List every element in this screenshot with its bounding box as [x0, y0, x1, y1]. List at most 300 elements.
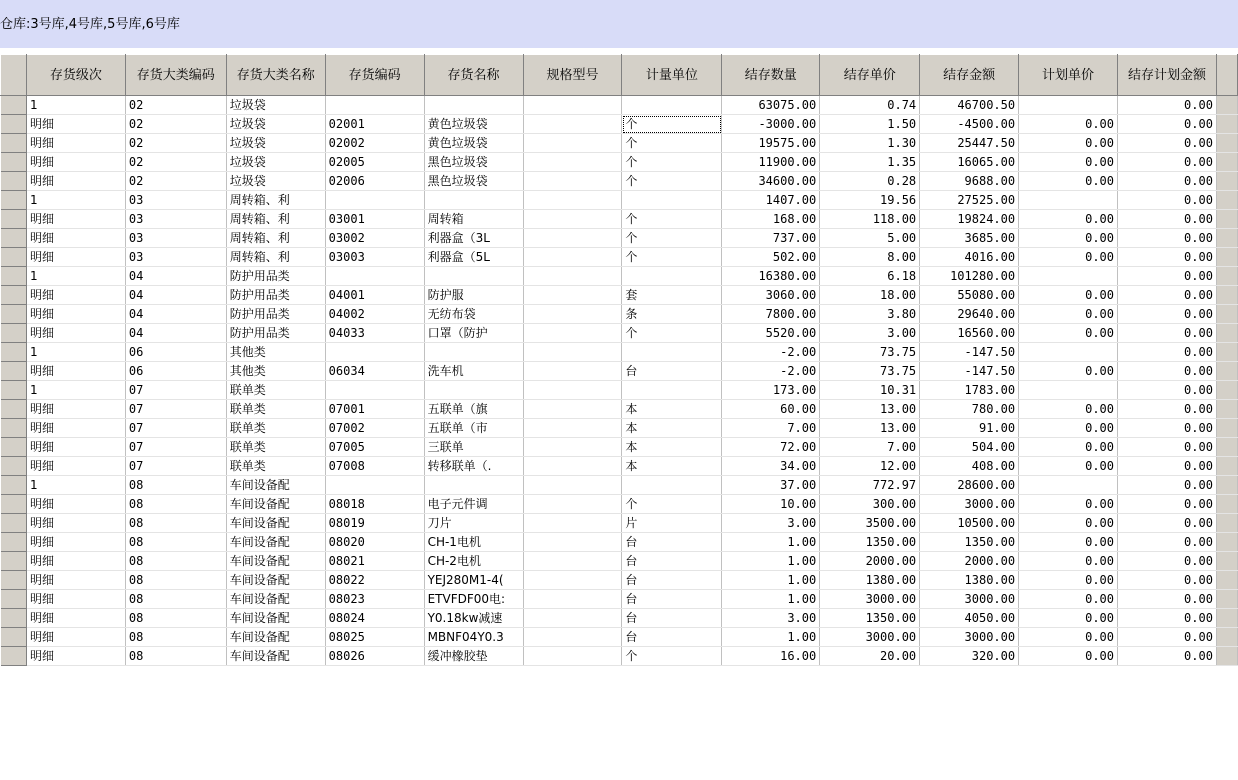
- row-selector[interactable]: [1, 153, 27, 172]
- row-selector[interactable]: [1, 172, 27, 191]
- cell-plan-amount[interactable]: 0.00: [1118, 191, 1217, 210]
- cell-plan-price[interactable]: 0.00: [1019, 609, 1118, 628]
- cell-qty[interactable]: 10.00: [722, 495, 820, 514]
- cell-level[interactable]: 1: [26, 191, 125, 210]
- cell-amount[interactable]: 3000.00: [920, 495, 1019, 514]
- row-selector[interactable]: [1, 191, 27, 210]
- cell-category-name[interactable]: 车间设备配: [226, 647, 325, 666]
- cell-category-code[interactable]: 02: [125, 96, 226, 115]
- cell-item-code[interactable]: 08024: [325, 609, 424, 628]
- cell-category-code[interactable]: 08: [125, 552, 226, 571]
- cell-plan-price[interactable]: 0.00: [1019, 647, 1118, 666]
- cell-unit[interactable]: [622, 381, 722, 400]
- cell-category-name[interactable]: 周转箱、利: [226, 248, 325, 267]
- cell-plan-price[interactable]: [1019, 96, 1118, 115]
- cell-qty[interactable]: 16380.00: [722, 267, 820, 286]
- cell-item-name[interactable]: 五联单（市: [424, 419, 523, 438]
- cell-amount[interactable]: 320.00: [920, 647, 1019, 666]
- column-header-item-code[interactable]: 存货编码: [325, 55, 424, 96]
- cell-spec[interactable]: [523, 514, 622, 533]
- cell-unit-price[interactable]: 13.00: [820, 400, 920, 419]
- cell-item-name[interactable]: [424, 96, 523, 115]
- column-header-unit-price[interactable]: 结存单价: [820, 55, 920, 96]
- cell-unit[interactable]: 台: [622, 571, 722, 590]
- cell-unit-price[interactable]: 12.00: [820, 457, 920, 476]
- table-row[interactable]: [1, 609, 1238, 628]
- cell-unit[interactable]: 台: [622, 533, 722, 552]
- cell-plan-price[interactable]: 0.00: [1019, 438, 1118, 457]
- cell-plan-amount[interactable]: 0.00: [1118, 381, 1217, 400]
- cell-unit-price[interactable]: 3000.00: [820, 590, 920, 609]
- table-row[interactable]: [1, 229, 1238, 248]
- row-selector[interactable]: [1, 381, 27, 400]
- column-header-spec[interactable]: 规格型号: [523, 55, 622, 96]
- cell-unit[interactable]: [622, 267, 722, 286]
- cell-category-code[interactable]: 08: [125, 533, 226, 552]
- cell-qty[interactable]: 72.00: [722, 438, 820, 457]
- cell-category-name[interactable]: 车间设备配: [226, 514, 325, 533]
- table-row[interactable]: [1, 286, 1238, 305]
- cell-category-name[interactable]: 周转箱、利: [226, 229, 325, 248]
- cell-item-name[interactable]: 黄色垃圾袋: [424, 134, 523, 153]
- cell-spec[interactable]: [523, 286, 622, 305]
- cell-category-code[interactable]: 03: [125, 210, 226, 229]
- cell-spec[interactable]: [523, 457, 622, 476]
- cell-level[interactable]: 明细: [26, 172, 125, 191]
- cell-category-code[interactable]: 06: [125, 343, 226, 362]
- cell-item-code[interactable]: 08020: [325, 533, 424, 552]
- cell-amount[interactable]: 16560.00: [920, 324, 1019, 343]
- cell-spec[interactable]: [523, 571, 622, 590]
- row-selector[interactable]: [1, 134, 27, 153]
- cell-item-code[interactable]: [325, 343, 424, 362]
- cell-plan-amount[interactable]: 0.00: [1118, 590, 1217, 609]
- cell-level[interactable]: 明细: [26, 400, 125, 419]
- cell-plan-price[interactable]: 0.00: [1019, 362, 1118, 381]
- cell-plan-price[interactable]: 0.00: [1019, 552, 1118, 571]
- cell-plan-price[interactable]: [1019, 381, 1118, 400]
- column-header-unit[interactable]: 计量单位: [622, 55, 722, 96]
- cell-amount[interactable]: -4500.00: [920, 115, 1019, 134]
- cell-unit-price[interactable]: 3.00: [820, 324, 920, 343]
- cell-plan-amount[interactable]: 0.00: [1118, 419, 1217, 438]
- cell-category-name[interactable]: 周转箱、利: [226, 191, 325, 210]
- cell-amount[interactable]: 19824.00: [920, 210, 1019, 229]
- cell-unit[interactable]: 个: [622, 210, 722, 229]
- cell-unit[interactable]: 本: [622, 419, 722, 438]
- cell-unit-price[interactable]: 73.75: [820, 343, 920, 362]
- cell-category-code[interactable]: 02: [125, 134, 226, 153]
- cell-category-code[interactable]: 04: [125, 324, 226, 343]
- cell-amount[interactable]: 3000.00: [920, 590, 1019, 609]
- cell-qty[interactable]: 63075.00: [722, 96, 820, 115]
- table-row[interactable]: [1, 533, 1238, 552]
- cell-plan-amount[interactable]: 0.00: [1118, 457, 1217, 476]
- cell-item-code[interactable]: 07001: [325, 400, 424, 419]
- cell-item-code[interactable]: 02005: [325, 153, 424, 172]
- cell-amount[interactable]: 10500.00: [920, 514, 1019, 533]
- cell-category-code[interactable]: 07: [125, 400, 226, 419]
- cell-qty[interactable]: 1.00: [722, 590, 820, 609]
- cell-category-name[interactable]: 其他类: [226, 343, 325, 362]
- cell-unit-price[interactable]: 772.97: [820, 476, 920, 495]
- cell-plan-amount[interactable]: 0.00: [1118, 267, 1217, 286]
- cell-spec[interactable]: [523, 134, 622, 153]
- cell-item-name[interactable]: [424, 267, 523, 286]
- cell-category-name[interactable]: 车间设备配: [226, 571, 325, 590]
- cell-spec[interactable]: [523, 172, 622, 191]
- cell-item-code[interactable]: 08023: [325, 590, 424, 609]
- cell-level[interactable]: 1: [26, 267, 125, 286]
- cell-category-code[interactable]: 03: [125, 248, 226, 267]
- cell-unit[interactable]: 个: [622, 229, 722, 248]
- cell-category-code[interactable]: 03: [125, 229, 226, 248]
- cell-category-code[interactable]: 07: [125, 419, 226, 438]
- cell-plan-price[interactable]: 0.00: [1019, 134, 1118, 153]
- cell-level[interactable]: 明细: [26, 229, 125, 248]
- table-row[interactable]: [1, 248, 1238, 267]
- cell-amount[interactable]: 16065.00: [920, 153, 1019, 172]
- cell-plan-amount[interactable]: 0.00: [1118, 628, 1217, 647]
- cell-unit-price[interactable]: 10.31: [820, 381, 920, 400]
- cell-category-name[interactable]: 车间设备配: [226, 590, 325, 609]
- column-header-item-name[interactable]: 存货名称: [424, 55, 523, 96]
- table-row[interactable]: [1, 476, 1238, 495]
- cell-item-name[interactable]: 周转箱: [424, 210, 523, 229]
- cell-plan-price[interactable]: 0.00: [1019, 115, 1118, 134]
- cell-plan-amount[interactable]: 0.00: [1118, 609, 1217, 628]
- table-row[interactable]: [1, 324, 1238, 343]
- row-selector[interactable]: [1, 609, 27, 628]
- cell-amount[interactable]: 46700.50: [920, 96, 1019, 115]
- cell-item-code[interactable]: 07005: [325, 438, 424, 457]
- cell-unit[interactable]: 个: [622, 248, 722, 267]
- table-row[interactable]: [1, 362, 1238, 381]
- cell-category-code[interactable]: 07: [125, 381, 226, 400]
- row-selector[interactable]: [1, 362, 27, 381]
- table-row[interactable]: [1, 134, 1238, 153]
- cell-item-name[interactable]: 洗车机: [424, 362, 523, 381]
- cell-category-name[interactable]: 其他类: [226, 362, 325, 381]
- cell-level[interactable]: 明细: [26, 533, 125, 552]
- cell-unit-price[interactable]: 0.28: [820, 172, 920, 191]
- cell-unit-price[interactable]: 1350.00: [820, 609, 920, 628]
- cell-plan-price[interactable]: [1019, 267, 1118, 286]
- row-selector[interactable]: [1, 590, 27, 609]
- column-header-plan-amount[interactable]: 结存计划金额: [1118, 55, 1217, 96]
- cell-qty[interactable]: 7800.00: [722, 305, 820, 324]
- cell-category-code[interactable]: 07: [125, 438, 226, 457]
- cell-unit-price[interactable]: 18.00: [820, 286, 920, 305]
- cell-category-code[interactable]: 08: [125, 628, 226, 647]
- cell-qty[interactable]: 16.00: [722, 647, 820, 666]
- cell-level[interactable]: 1: [26, 381, 125, 400]
- cell-level[interactable]: 明细: [26, 590, 125, 609]
- cell-unit-price[interactable]: 1.50: [820, 115, 920, 134]
- cell-category-code[interactable]: 02: [125, 172, 226, 191]
- cell-item-name[interactable]: [424, 343, 523, 362]
- cell-level[interactable]: 明细: [26, 495, 125, 514]
- cell-qty[interactable]: 173.00: [722, 381, 820, 400]
- cell-category-name[interactable]: 防护用品类: [226, 286, 325, 305]
- cell-item-name[interactable]: 缓冲橡胶垫: [424, 647, 523, 666]
- cell-plan-amount[interactable]: 0.00: [1118, 533, 1217, 552]
- cell-plan-price[interactable]: [1019, 476, 1118, 495]
- cell-plan-amount[interactable]: 0.00: [1118, 514, 1217, 533]
- cell-category-name[interactable]: 垃圾袋: [226, 153, 325, 172]
- cell-level[interactable]: 明细: [26, 248, 125, 267]
- cell-unit[interactable]: 个: [622, 324, 722, 343]
- cell-category-code[interactable]: 03: [125, 191, 226, 210]
- cell-unit[interactable]: 台: [622, 552, 722, 571]
- cell-spec[interactable]: [523, 419, 622, 438]
- cell-unit-price[interactable]: 3500.00: [820, 514, 920, 533]
- row-selector[interactable]: [1, 419, 27, 438]
- cell-item-name[interactable]: 刀片: [424, 514, 523, 533]
- cell-plan-price[interactable]: 0.00: [1019, 590, 1118, 609]
- cell-plan-amount[interactable]: 0.00: [1118, 153, 1217, 172]
- cell-category-name[interactable]: 联单类: [226, 381, 325, 400]
- cell-category-name[interactable]: 车间设备配: [226, 628, 325, 647]
- cell-qty[interactable]: 1407.00: [722, 191, 820, 210]
- cell-category-name[interactable]: 防护用品类: [226, 324, 325, 343]
- cell-unit[interactable]: 个: [622, 153, 722, 172]
- cell-amount[interactable]: 504.00: [920, 438, 1019, 457]
- cell-item-code[interactable]: 02006: [325, 172, 424, 191]
- cell-unit[interactable]: 片: [622, 514, 722, 533]
- table-row[interactable]: [1, 438, 1238, 457]
- cell-unit[interactable]: [622, 476, 722, 495]
- cell-item-code[interactable]: [325, 381, 424, 400]
- cell-unit[interactable]: 台: [622, 362, 722, 381]
- cell-unit[interactable]: 个: [622, 134, 722, 153]
- cell-plan-price[interactable]: 0.00: [1019, 571, 1118, 590]
- cell-plan-price[interactable]: 0.00: [1019, 400, 1118, 419]
- cell-unit[interactable]: [622, 96, 722, 115]
- row-selector[interactable]: [1, 495, 27, 514]
- cell-unit-price[interactable]: 3000.00: [820, 628, 920, 647]
- cell-unit-price[interactable]: 1.35: [820, 153, 920, 172]
- cell-category-name[interactable]: 垃圾袋: [226, 96, 325, 115]
- cell-item-name[interactable]: [424, 476, 523, 495]
- cell-item-name[interactable]: 黄色垃圾袋: [424, 115, 523, 134]
- cell-qty[interactable]: 3.00: [722, 609, 820, 628]
- cell-amount[interactable]: 3000.00: [920, 628, 1019, 647]
- cell-level[interactable]: 明细: [26, 609, 125, 628]
- cell-level[interactable]: 明细: [26, 647, 125, 666]
- cell-spec[interactable]: [523, 438, 622, 457]
- cell-spec[interactable]: [523, 628, 622, 647]
- cell-category-name[interactable]: 车间设备配: [226, 495, 325, 514]
- column-header-category-code[interactable]: 存货大类编码: [125, 55, 226, 96]
- cell-category-code[interactable]: 08: [125, 590, 226, 609]
- cell-plan-amount[interactable]: 0.00: [1118, 476, 1217, 495]
- cell-unit-price[interactable]: 1350.00: [820, 533, 920, 552]
- cell-item-name[interactable]: 口罩（防护: [424, 324, 523, 343]
- cell-plan-price[interactable]: 0.00: [1019, 514, 1118, 533]
- cell-category-code[interactable]: 08: [125, 647, 226, 666]
- cell-unit[interactable]: 本: [622, 400, 722, 419]
- table-row[interactable]: [1, 343, 1238, 362]
- cell-item-code[interactable]: 04002: [325, 305, 424, 324]
- cell-category-code[interactable]: 04: [125, 267, 226, 286]
- cell-plan-amount[interactable]: 0.00: [1118, 305, 1217, 324]
- cell-unit[interactable]: 台: [622, 590, 722, 609]
- cell-category-name[interactable]: 联单类: [226, 419, 325, 438]
- cell-amount[interactable]: 4016.00: [920, 248, 1019, 267]
- inventory-grid[interactable]: [0, 48, 1238, 780]
- cell-plan-amount[interactable]: 0.00: [1118, 172, 1217, 191]
- cell-qty[interactable]: 19575.00: [722, 134, 820, 153]
- table-row[interactable]: [1, 267, 1238, 286]
- cell-amount[interactable]: 27525.00: [920, 191, 1019, 210]
- cell-unit-price[interactable]: 1.30: [820, 134, 920, 153]
- cell-unit[interactable]: 个: [622, 495, 722, 514]
- cell-level[interactable]: 明细: [26, 514, 125, 533]
- cell-item-name[interactable]: 五联单（旗: [424, 400, 523, 419]
- cell-level[interactable]: 明细: [26, 210, 125, 229]
- cell-spec[interactable]: [523, 248, 622, 267]
- cell-category-name[interactable]: 联单类: [226, 457, 325, 476]
- cell-unit[interactable]: 本: [622, 438, 722, 457]
- row-selector[interactable]: [1, 229, 27, 248]
- cell-item-name[interactable]: [424, 381, 523, 400]
- cell-level[interactable]: 明细: [26, 324, 125, 343]
- cell-level[interactable]: 明细: [26, 153, 125, 172]
- cell-plan-amount[interactable]: 0.00: [1118, 115, 1217, 134]
- cell-item-code[interactable]: 03003: [325, 248, 424, 267]
- cell-amount[interactable]: 3685.00: [920, 229, 1019, 248]
- cell-category-code[interactable]: 08: [125, 495, 226, 514]
- cell-plan-amount[interactable]: 0.00: [1118, 134, 1217, 153]
- cell-unit-price[interactable]: 13.00: [820, 419, 920, 438]
- cell-qty[interactable]: 60.00: [722, 400, 820, 419]
- cell-plan-amount[interactable]: 0.00: [1118, 647, 1217, 666]
- cell-qty[interactable]: 168.00: [722, 210, 820, 229]
- cell-spec[interactable]: [523, 552, 622, 571]
- cell-unit-price[interactable]: 8.00: [820, 248, 920, 267]
- cell-unit[interactable]: 套: [622, 286, 722, 305]
- cell-level[interactable]: 明细: [26, 628, 125, 647]
- cell-spec[interactable]: [523, 381, 622, 400]
- cell-amount[interactable]: 1380.00: [920, 571, 1019, 590]
- column-header-qty[interactable]: 结存数量: [722, 55, 820, 96]
- cell-amount[interactable]: 408.00: [920, 457, 1019, 476]
- table-row[interactable]: [1, 514, 1238, 533]
- cell-item-name[interactable]: CH-1电机: [424, 533, 523, 552]
- cell-spec[interactable]: [523, 343, 622, 362]
- cell-spec[interactable]: [523, 324, 622, 343]
- cell-plan-amount[interactable]: 0.00: [1118, 552, 1217, 571]
- cell-spec[interactable]: [523, 590, 622, 609]
- cell-plan-price[interactable]: 0.00: [1019, 324, 1118, 343]
- cell-plan-price[interactable]: 0.00: [1019, 286, 1118, 305]
- cell-spec[interactable]: [523, 153, 622, 172]
- table-row[interactable]: [1, 210, 1238, 229]
- cell-qty[interactable]: 11900.00: [722, 153, 820, 172]
- cell-qty[interactable]: 737.00: [722, 229, 820, 248]
- cell-plan-price[interactable]: 0.00: [1019, 533, 1118, 552]
- cell-plan-price[interactable]: 0.00: [1019, 210, 1118, 229]
- cell-unit[interactable]: 本: [622, 457, 722, 476]
- cell-item-code[interactable]: 06034: [325, 362, 424, 381]
- row-selector[interactable]: [1, 343, 27, 362]
- cell-level[interactable]: 1: [26, 343, 125, 362]
- table-row[interactable]: [1, 191, 1238, 210]
- table-row[interactable]: [1, 552, 1238, 571]
- cell-plan-amount[interactable]: 0.00: [1118, 400, 1217, 419]
- cell-spec[interactable]: [523, 210, 622, 229]
- cell-category-name[interactable]: 周转箱、利: [226, 210, 325, 229]
- table-row[interactable]: [1, 495, 1238, 514]
- cell-level[interactable]: 明细: [26, 305, 125, 324]
- table-row[interactable]: [1, 457, 1238, 476]
- cell-plan-price[interactable]: 0.00: [1019, 229, 1118, 248]
- cell-item-code[interactable]: 07008: [325, 457, 424, 476]
- table-row[interactable]: [1, 381, 1238, 400]
- cell-item-code[interactable]: 08025: [325, 628, 424, 647]
- cell-category-name[interactable]: 垃圾袋: [226, 134, 325, 153]
- cell-item-name[interactable]: 三联单: [424, 438, 523, 457]
- cell-unit-price[interactable]: 2000.00: [820, 552, 920, 571]
- table-row[interactable]: [1, 571, 1238, 590]
- row-selector[interactable]: [1, 514, 27, 533]
- cell-qty[interactable]: -2.00: [722, 362, 820, 381]
- cell-spec[interactable]: [523, 229, 622, 248]
- cell-unit-price[interactable]: 3.80: [820, 305, 920, 324]
- cell-amount[interactable]: 101280.00: [920, 267, 1019, 286]
- cell-unit[interactable]: [622, 191, 722, 210]
- cell-level[interactable]: 明细: [26, 134, 125, 153]
- cell-plan-amount[interactable]: 0.00: [1118, 438, 1217, 457]
- cell-category-code[interactable]: 07: [125, 457, 226, 476]
- cell-spec[interactable]: [523, 115, 622, 134]
- cell-category-code[interactable]: 08: [125, 514, 226, 533]
- row-selector[interactable]: [1, 438, 27, 457]
- cell-item-code[interactable]: 08026: [325, 647, 424, 666]
- row-selector[interactable]: [1, 571, 27, 590]
- cell-plan-price[interactable]: 0.00: [1019, 153, 1118, 172]
- cell-qty[interactable]: 1.00: [722, 552, 820, 571]
- cell-item-code[interactable]: 08022: [325, 571, 424, 590]
- cell-item-code[interactable]: 02002: [325, 134, 424, 153]
- row-selector[interactable]: [1, 533, 27, 552]
- cell-amount[interactable]: 780.00: [920, 400, 1019, 419]
- cell-qty[interactable]: 7.00: [722, 419, 820, 438]
- cell-amount[interactable]: 25447.50: [920, 134, 1019, 153]
- cell-unit[interactable]: 个: [622, 115, 722, 134]
- cell-plan-price[interactable]: 0.00: [1019, 628, 1118, 647]
- cell-unit-price[interactable]: 5.00: [820, 229, 920, 248]
- cell-level[interactable]: 明细: [26, 552, 125, 571]
- cell-unit[interactable]: 个: [622, 647, 722, 666]
- cell-plan-price[interactable]: 0.00: [1019, 419, 1118, 438]
- cell-qty[interactable]: 1.00: [722, 628, 820, 647]
- cell-plan-price[interactable]: 0.00: [1019, 172, 1118, 191]
- cell-item-code[interactable]: 08019: [325, 514, 424, 533]
- row-selector[interactable]: [1, 210, 27, 229]
- row-selector[interactable]: [1, 267, 27, 286]
- cell-qty[interactable]: 37.00: [722, 476, 820, 495]
- cell-spec[interactable]: [523, 96, 622, 115]
- cell-spec[interactable]: [523, 647, 622, 666]
- cell-qty[interactable]: 34600.00: [722, 172, 820, 191]
- cell-item-code[interactable]: [325, 96, 424, 115]
- cell-qty[interactable]: -2.00: [722, 343, 820, 362]
- cell-plan-price[interactable]: [1019, 191, 1118, 210]
- row-selector[interactable]: [1, 628, 27, 647]
- cell-spec[interactable]: [523, 609, 622, 628]
